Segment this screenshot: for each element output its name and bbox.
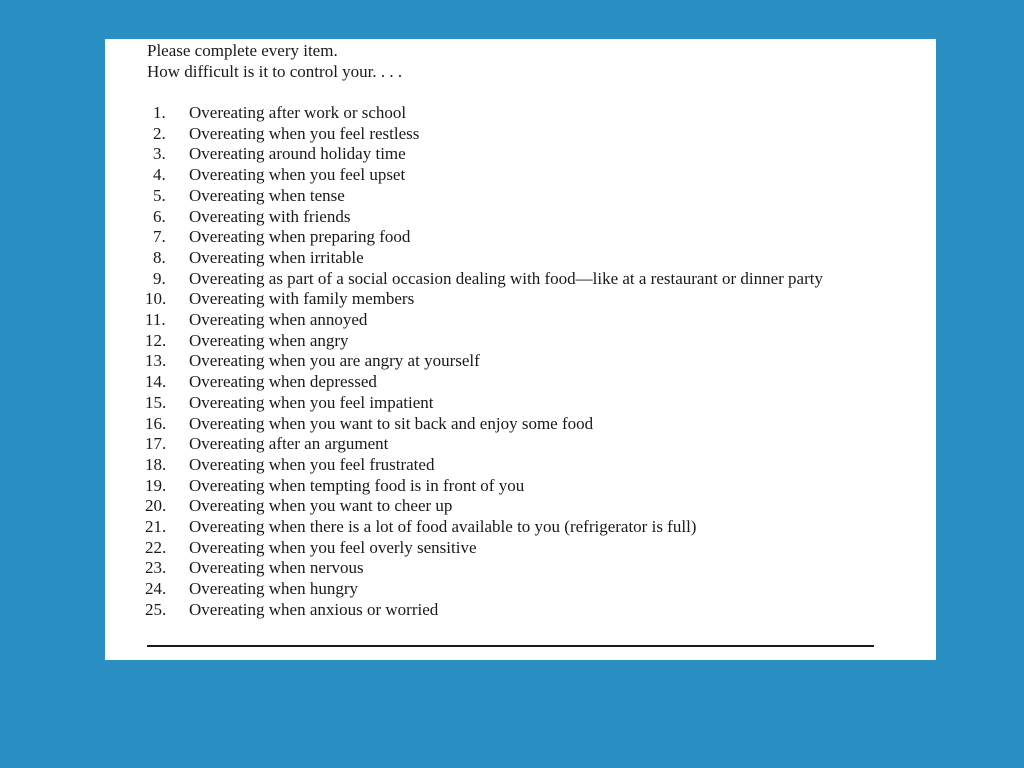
item-number: 19.	[145, 475, 167, 495]
item-number: 5.	[153, 185, 166, 205]
item-text: Overeating when you feel upset	[189, 165, 406, 185]
item-number: 24.	[145, 579, 167, 599]
item-text: Overeating when annoyed	[189, 310, 368, 330]
list-item	[145, 331, 885, 352]
list-item	[145, 103, 885, 124]
item-text: Overeating when depressed	[189, 372, 377, 392]
list-item	[145, 455, 885, 476]
item-number: 15.	[145, 392, 167, 412]
item-number: 23.	[145, 558, 167, 578]
list-item	[145, 227, 885, 248]
list-item	[145, 186, 885, 207]
item-number: 8.	[153, 247, 166, 267]
item-text: Overeating when you want to cheer up	[189, 496, 453, 516]
item-number: 16.	[145, 413, 167, 433]
item-number: 10.	[145, 289, 167, 309]
item-text: Overeating when you are angry at yourself	[189, 351, 480, 371]
item-number: 22.	[145, 537, 167, 557]
list-item	[145, 393, 885, 414]
item-text: Overeating when you feel restless	[189, 123, 420, 143]
item-text: Overeating when hungry	[189, 579, 359, 599]
item-number: 7.	[153, 227, 166, 247]
list-item	[145, 558, 885, 579]
list-item	[145, 351, 885, 372]
list-item	[145, 517, 885, 538]
bottom-rule-divider	[147, 645, 874, 647]
list-item	[145, 476, 885, 497]
item-number: 11.	[145, 310, 166, 330]
list-item	[145, 538, 885, 559]
item-text: Overeating when you feel impatient	[189, 392, 434, 412]
item-number: 3.	[153, 144, 166, 164]
item-number: 13.	[145, 351, 167, 371]
item-text: Overeating when you want to sit back and enjoy some food	[189, 413, 594, 433]
item-text: Overeating when irritable	[189, 247, 364, 267]
item-text: Overeating when nervous	[189, 558, 364, 578]
item-number: 21.	[145, 517, 167, 537]
item-text: Overeating when preparing food	[189, 227, 411, 247]
item-text: Overeating after an argument	[189, 434, 389, 454]
list-item	[145, 310, 885, 331]
list-item	[145, 165, 885, 186]
list-item	[145, 600, 885, 621]
item-text: Overeating when you feel frustrated	[189, 454, 435, 474]
item-number: 17.	[145, 434, 167, 454]
item-text: Overeating after work or school	[189, 103, 407, 122]
list-item	[145, 248, 885, 269]
item-number: 18.	[145, 454, 167, 474]
item-number: 1.	[153, 103, 166, 122]
item-text: Overeating when tempting food is in front of you	[189, 475, 525, 495]
item-text: Overeating when anxious or worried	[189, 599, 439, 619]
item-number: 2.	[153, 123, 166, 143]
item-number: 12.	[145, 330, 167, 350]
item-text: Overeating when there is a lot of food available to you (refrigerator is full)	[189, 517, 697, 537]
item-text: Overeating with family members	[189, 289, 415, 309]
list-item	[145, 124, 885, 145]
item-text: Overeating when tense	[189, 185, 345, 205]
instruction-text: Please complete every item.	[147, 41, 338, 60]
list-item	[145, 434, 885, 455]
list-item	[145, 414, 885, 435]
item-text: Overeating when angry	[189, 330, 349, 350]
item-number: 9.	[153, 268, 166, 288]
item-text: Overeating around holiday time	[189, 144, 406, 164]
item-list	[145, 103, 885, 621]
item-number: 14.	[145, 372, 167, 392]
list-item	[145, 496, 885, 517]
questionnaire-page	[105, 39, 936, 660]
item-text: Overeating with friends	[189, 206, 351, 226]
list-item	[145, 579, 885, 600]
item-number: 20.	[145, 496, 167, 516]
item-number: 25.	[145, 599, 167, 619]
item-number: 6.	[153, 206, 166, 226]
question-text: How difficult is it to control your. . . .	[147, 62, 403, 81]
list-item	[145, 207, 885, 228]
list-item	[145, 372, 885, 393]
item-text: Overeating as part of a social occasion dealing with food—like at a restaurant or dinner party	[189, 268, 823, 288]
item-number: 4.	[153, 165, 166, 185]
list-item	[145, 269, 885, 290]
list-item	[145, 144, 885, 165]
list-item	[145, 289, 885, 310]
item-text: Overeating when you feel overly sensitive	[189, 537, 477, 557]
